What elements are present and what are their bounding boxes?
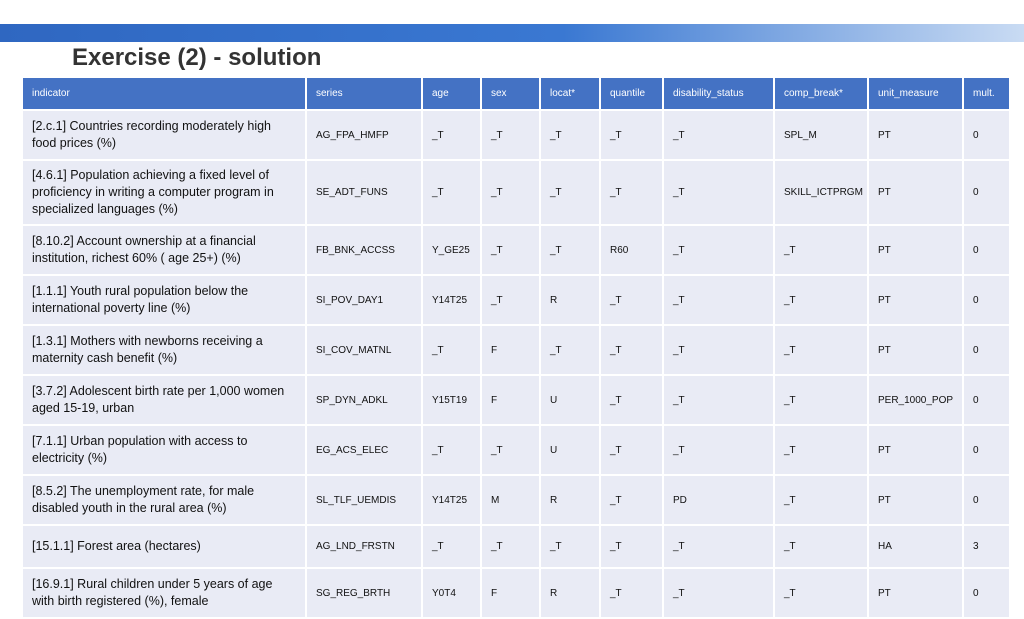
cell-series: SE_ADT_FUNS [307, 161, 421, 224]
cell-indicator: [4.6.1] Population achieving a fixed level of proficiency in writing a computer program in specialized languages (%) [23, 161, 305, 224]
cell-age: _T [423, 161, 480, 224]
table-row [23, 376, 1009, 424]
cell-location: R [541, 569, 599, 617]
cell-quantile: _T [601, 111, 662, 159]
cell-series: SI_POV_DAY1 [307, 276, 421, 324]
cell-series: SG_REG_BRTH [307, 569, 421, 617]
header-comp-break: comp_break* [775, 78, 867, 109]
cell-age: Y14T25 [423, 476, 480, 524]
cell-multiplier: 0 [964, 426, 1009, 474]
cell-unit-measure: PT [869, 426, 962, 474]
cell-disability-status: _T [664, 161, 773, 224]
header-series: series [307, 78, 421, 109]
cell-age: Y15T19 [423, 376, 480, 424]
table-row [23, 326, 1009, 374]
cell-quantile: _T [601, 326, 662, 374]
cell-location: R [541, 276, 599, 324]
cell-disability-status: _T [664, 326, 773, 374]
cell-quantile: R60 [601, 226, 662, 274]
header-quantile: quantile [601, 78, 662, 109]
cell-sex: F [482, 376, 539, 424]
cell-sex: M [482, 476, 539, 524]
table-row [23, 526, 1009, 567]
cell-series: SL_TLF_UEMDIS [307, 476, 421, 524]
cell-comp-break: _T [775, 476, 867, 524]
cell-indicator: [16.9.1] Rural children under 5 years of age with birth registered (%), female [23, 569, 305, 617]
cell-multiplier: 0 [964, 326, 1009, 374]
cell-disability-status: _T [664, 226, 773, 274]
table-row [23, 426, 1009, 474]
cell-unit-measure: PT [869, 569, 962, 617]
cell-quantile: _T [601, 426, 662, 474]
cell-sex: _T [482, 226, 539, 274]
cell-multiplier: 0 [964, 376, 1009, 424]
header-location: locat* [541, 78, 599, 109]
cell-comp-break: _T [775, 526, 867, 567]
header-disability-status: disability_status [664, 78, 773, 109]
cell-unit-measure: HA [869, 526, 962, 567]
cell-indicator: [2.c.1] Countries recording moderately high food prices (%) [23, 111, 305, 159]
table-row [23, 161, 1009, 224]
cell-location: _T [541, 161, 599, 224]
cell-comp-break: SPL_M [775, 111, 867, 159]
cell-location: _T [541, 326, 599, 374]
table-row [23, 226, 1009, 274]
cell-indicator: [8.10.2] Account ownership at a financial institution, richest 60% ( age 25+) (%) [23, 226, 305, 274]
cell-location: _T [541, 226, 599, 274]
header-multiplier: mult. [964, 78, 1009, 109]
header-indicator: indicator [23, 78, 305, 109]
cell-quantile: _T [601, 569, 662, 617]
cell-indicator: [7.1.1] Urban population with access to electricity (%) [23, 426, 305, 474]
cell-series: FB_BNK_ACCSS [307, 226, 421, 274]
cell-disability-status: _T [664, 426, 773, 474]
cell-series: SI_COV_MATNL [307, 326, 421, 374]
cell-multiplier: 0 [964, 276, 1009, 324]
cell-location: _T [541, 111, 599, 159]
cell-comp-break: _T [775, 276, 867, 324]
cell-unit-measure: PT [869, 476, 962, 524]
cell-age: _T [423, 426, 480, 474]
table-row [23, 476, 1009, 524]
cell-age: _T [423, 526, 480, 567]
cell-unit-measure: PER_1000_POP [869, 376, 962, 424]
cell-comp-break: _T [775, 426, 867, 474]
cell-unit-measure: PT [869, 161, 962, 224]
cell-multiplier: 0 [964, 161, 1009, 224]
table-row [23, 569, 1009, 617]
cell-quantile: _T [601, 161, 662, 224]
cell-multiplier: 0 [964, 569, 1009, 617]
cell-unit-measure: PT [869, 276, 962, 324]
cell-comp-break: _T [775, 326, 867, 374]
cell-quantile: _T [601, 526, 662, 567]
cell-series: EG_ACS_ELEC [307, 426, 421, 474]
cell-disability-status: _T [664, 376, 773, 424]
cell-unit-measure: PT [869, 226, 962, 274]
cell-comp-break: _T [775, 376, 867, 424]
cell-location: R [541, 476, 599, 524]
cell-disability-status: _T [664, 111, 773, 159]
cell-quantile: _T [601, 476, 662, 524]
cell-sex: F [482, 326, 539, 374]
cell-comp-break: _T [775, 569, 867, 617]
table-row [23, 276, 1009, 324]
cell-indicator: [1.3.1] Mothers with newborns receiving a maternity cash benefit (%) [23, 326, 305, 374]
cell-disability-status: _T [664, 526, 773, 567]
cell-quantile: _T [601, 276, 662, 324]
cell-sex: _T [482, 526, 539, 567]
solution-table [21, 76, 1011, 619]
cell-unit-measure: PT [869, 326, 962, 374]
cell-comp-break: _T [775, 226, 867, 274]
cell-series: SP_DYN_ADKL [307, 376, 421, 424]
cell-quantile: _T [601, 376, 662, 424]
cell-sex: _T [482, 426, 539, 474]
cell-age: _T [423, 326, 480, 374]
cell-sex: _T [482, 276, 539, 324]
cell-location: U [541, 426, 599, 474]
header-age: age [423, 78, 480, 109]
slide-header-bar [0, 24, 1024, 42]
cell-multiplier: 0 [964, 226, 1009, 274]
cell-indicator: [15.1.1] Forest area (hectares) [23, 526, 305, 567]
cell-series: AG_FPA_HMFP [307, 111, 421, 159]
cell-age: Y14T25 [423, 276, 480, 324]
cell-age: Y0T4 [423, 569, 480, 617]
cell-multiplier: 3 [964, 526, 1009, 567]
cell-age: _T [423, 111, 480, 159]
cell-disability-status: _T [664, 276, 773, 324]
cell-age: Y_GE25 [423, 226, 480, 274]
cell-disability-status: PD [664, 476, 773, 524]
slide-title: Exercise (2) - solution [72, 44, 322, 71]
cell-indicator: [8.5.2] The unemployment rate, for male disabled youth in the rural area (%) [23, 476, 305, 524]
header-unit-measure: unit_measure [869, 78, 962, 109]
cell-comp-break: SKILL_ICTPRGM [775, 161, 867, 224]
cell-series: AG_LND_FRSTN [307, 526, 421, 567]
cell-disability-status: _T [664, 569, 773, 617]
header-sex: sex [482, 78, 539, 109]
cell-multiplier: 0 [964, 476, 1009, 524]
table-header-row [23, 78, 1009, 109]
cell-sex: F [482, 569, 539, 617]
cell-multiplier: 0 [964, 111, 1009, 159]
cell-location: _T [541, 526, 599, 567]
cell-unit-measure: PT [869, 111, 962, 159]
cell-location: U [541, 376, 599, 424]
table-row [23, 111, 1009, 159]
cell-indicator: [3.7.2] Adolescent birth rate per 1,000 women aged 15-19, urban [23, 376, 305, 424]
cell-indicator: [1.1.1] Youth rural population below the international poverty line (%) [23, 276, 305, 324]
cell-sex: _T [482, 161, 539, 224]
cell-sex: _T [482, 111, 539, 159]
